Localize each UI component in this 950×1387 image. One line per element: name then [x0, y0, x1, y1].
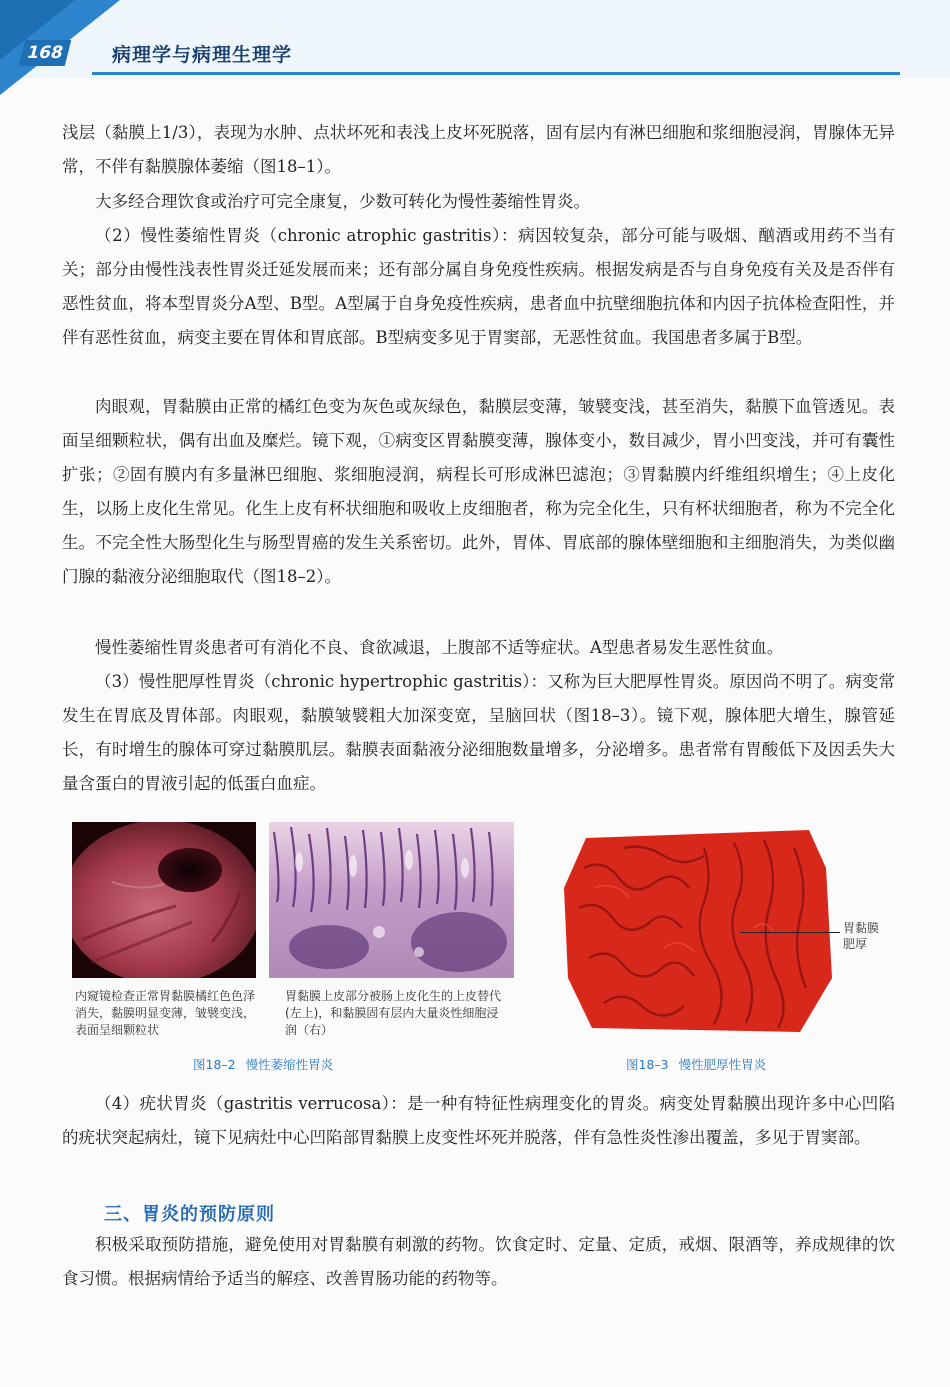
figure-number: 图18–2 — [193, 1057, 236, 1072]
figure-18-3-caption — [626, 1055, 766, 1073]
fig2-left-caption: 内窥镜检查正常胃黏膜橘红色色泽消失，黏膜明显变薄，皱襞变浅，表面呈细颗粒状 — [75, 989, 256, 1037]
histology-photo — [269, 822, 514, 978]
hypertrophic-gastritis-photo — [564, 828, 834, 1033]
paragraph-5: 慢性萎缩性胃炎患者可有消化不良、食欲减退，上腹部不适等症状。A型患者易发生恶性贫血。 — [95, 638, 784, 657]
paragraph-1: 浅层（黏膜上1/3），表现为水肿、点状坏死和表浅上皮坏死脱落，固有层内有淋巴细胞和浆细胞浸润，胃腺体无异常，不伴有黏膜腺体萎缩（图18–1）。 — [62, 123, 895, 176]
paragraph-3: （2）慢性萎缩性胃炎（chronic atrophic gastritis）：病因较复杂，部分可能与吸烟、酗酒或用药不当有关；部分由慢性浅表性胃炎迁延发展而来；还有部分属自身免疫性疾病。根据发病是否与自身免疫有关及是否伴有恶性贫血，将本型胃炎分A型、B型。A型属于自身免疫性疾病，患者血中抗壁细胞抗体和内因子抗体检查阳性，并伴有恶性贫血，病变主要在胃体和胃底部。B型病变多见于胃窦部，无恶性贫血。我国患者多属于B型。 — [62, 226, 895, 347]
book-title: 病理学与病理生理学 — [112, 44, 293, 66]
label-line-2: 肥厚 — [843, 937, 868, 951]
label-line-1: 胃黏膜 — [843, 921, 880, 935]
figure-number: 图18–3 — [626, 1057, 669, 1072]
paragraph-6: （3）慢性肥厚性胃炎（chronic hypertrophic gastritis）：又称为巨大肥厚性胃炎。原因尚不明了。病变常发生在胃底及胃体部。肉眼观，黏膜皱襞粗大加深变宽，呈脑回状（图18–3）。镜下观，腺体肥大增生，腺管延长，有时增生的腺体可穿过黏膜肌层。黏膜表面黏液分泌细胞数量增多，分泌增多。患者常有胃酸低下及因丢失大量含蛋白的胃液引起的低蛋白血症。 — [62, 672, 895, 793]
figure-title: 慢性萎缩性胃炎 — [245, 1057, 334, 1072]
label-pointer-line — [740, 932, 840, 933]
paragraph-7: （4）疣状胃炎（gastritis verrucosa）：是一种有特征性病理变化的胃炎。病变处胃黏膜出现许多中心凹陷的疣状突起病灶，镜下见病灶中心凹陷部胃黏膜上皮变性坏死并脱落，伴有急性炎性渗出覆盖，多见于胃窦部。 — [62, 1094, 895, 1147]
section-heading: 三、胃炎的预防原则 — [104, 1204, 275, 1225]
mucosa-thickening-label — [843, 920, 879, 952]
fig2-right-caption: 胃黏膜上皮部分被肠上皮化生的上皮替代(左上)，和黏膜固有层内大量炎性细胞浸润（右） — [285, 989, 502, 1037]
endoscopy-photo — [72, 822, 256, 978]
figure-title: 慢性肥厚性胃炎 — [678, 1057, 767, 1072]
header-rule — [92, 72, 900, 75]
paragraph-8: 积极采取预防措施，避免使用对胃黏膜有刺激的药物。饮食定时、定量、定质，戒烟、限酒等，养成规律的饮食习惯。根据病情给予适当的解痉、改善胃肠功能的药物等。 — [62, 1235, 895, 1288]
page-number: 168 — [19, 40, 71, 66]
paragraph-2: 大多经合理饮食或治疗可完全康复，少数可转化为慢性萎缩性胃炎。 — [95, 192, 590, 211]
figure-18-2-caption — [193, 1055, 333, 1073]
paragraph-4: 肉眼观，胃黏膜由正常的橘红色变为灰色或灰绿色，黏膜层变薄，皱襞变浅，甚至消失，黏膜下血管透见。表面呈细颗粒状，偶有出血及糜烂。镜下观，①病变区胃黏膜变薄，腺体变小，数目减少，胃小凹变浅，并可有囊性扩张；②固有膜内有多量淋巴细胞、浆细胞浸润，病程长可形成淋巴滤泡；③胃黏膜内纤维组织增生；④上皮化生，以肠上皮化生常见。化生上皮有杯状细胞和吸收上皮细胞者，称为完全化生，只有杯状细胞者，称为不完全化生。不完全性大肠型化生与肠型胃癌的发生关系密切。此外，胃体、胃底部的腺体壁细胞和主细胞消失，为类似幽门腺的黏液分泌细胞取代（图18–2）。 — [62, 397, 895, 586]
